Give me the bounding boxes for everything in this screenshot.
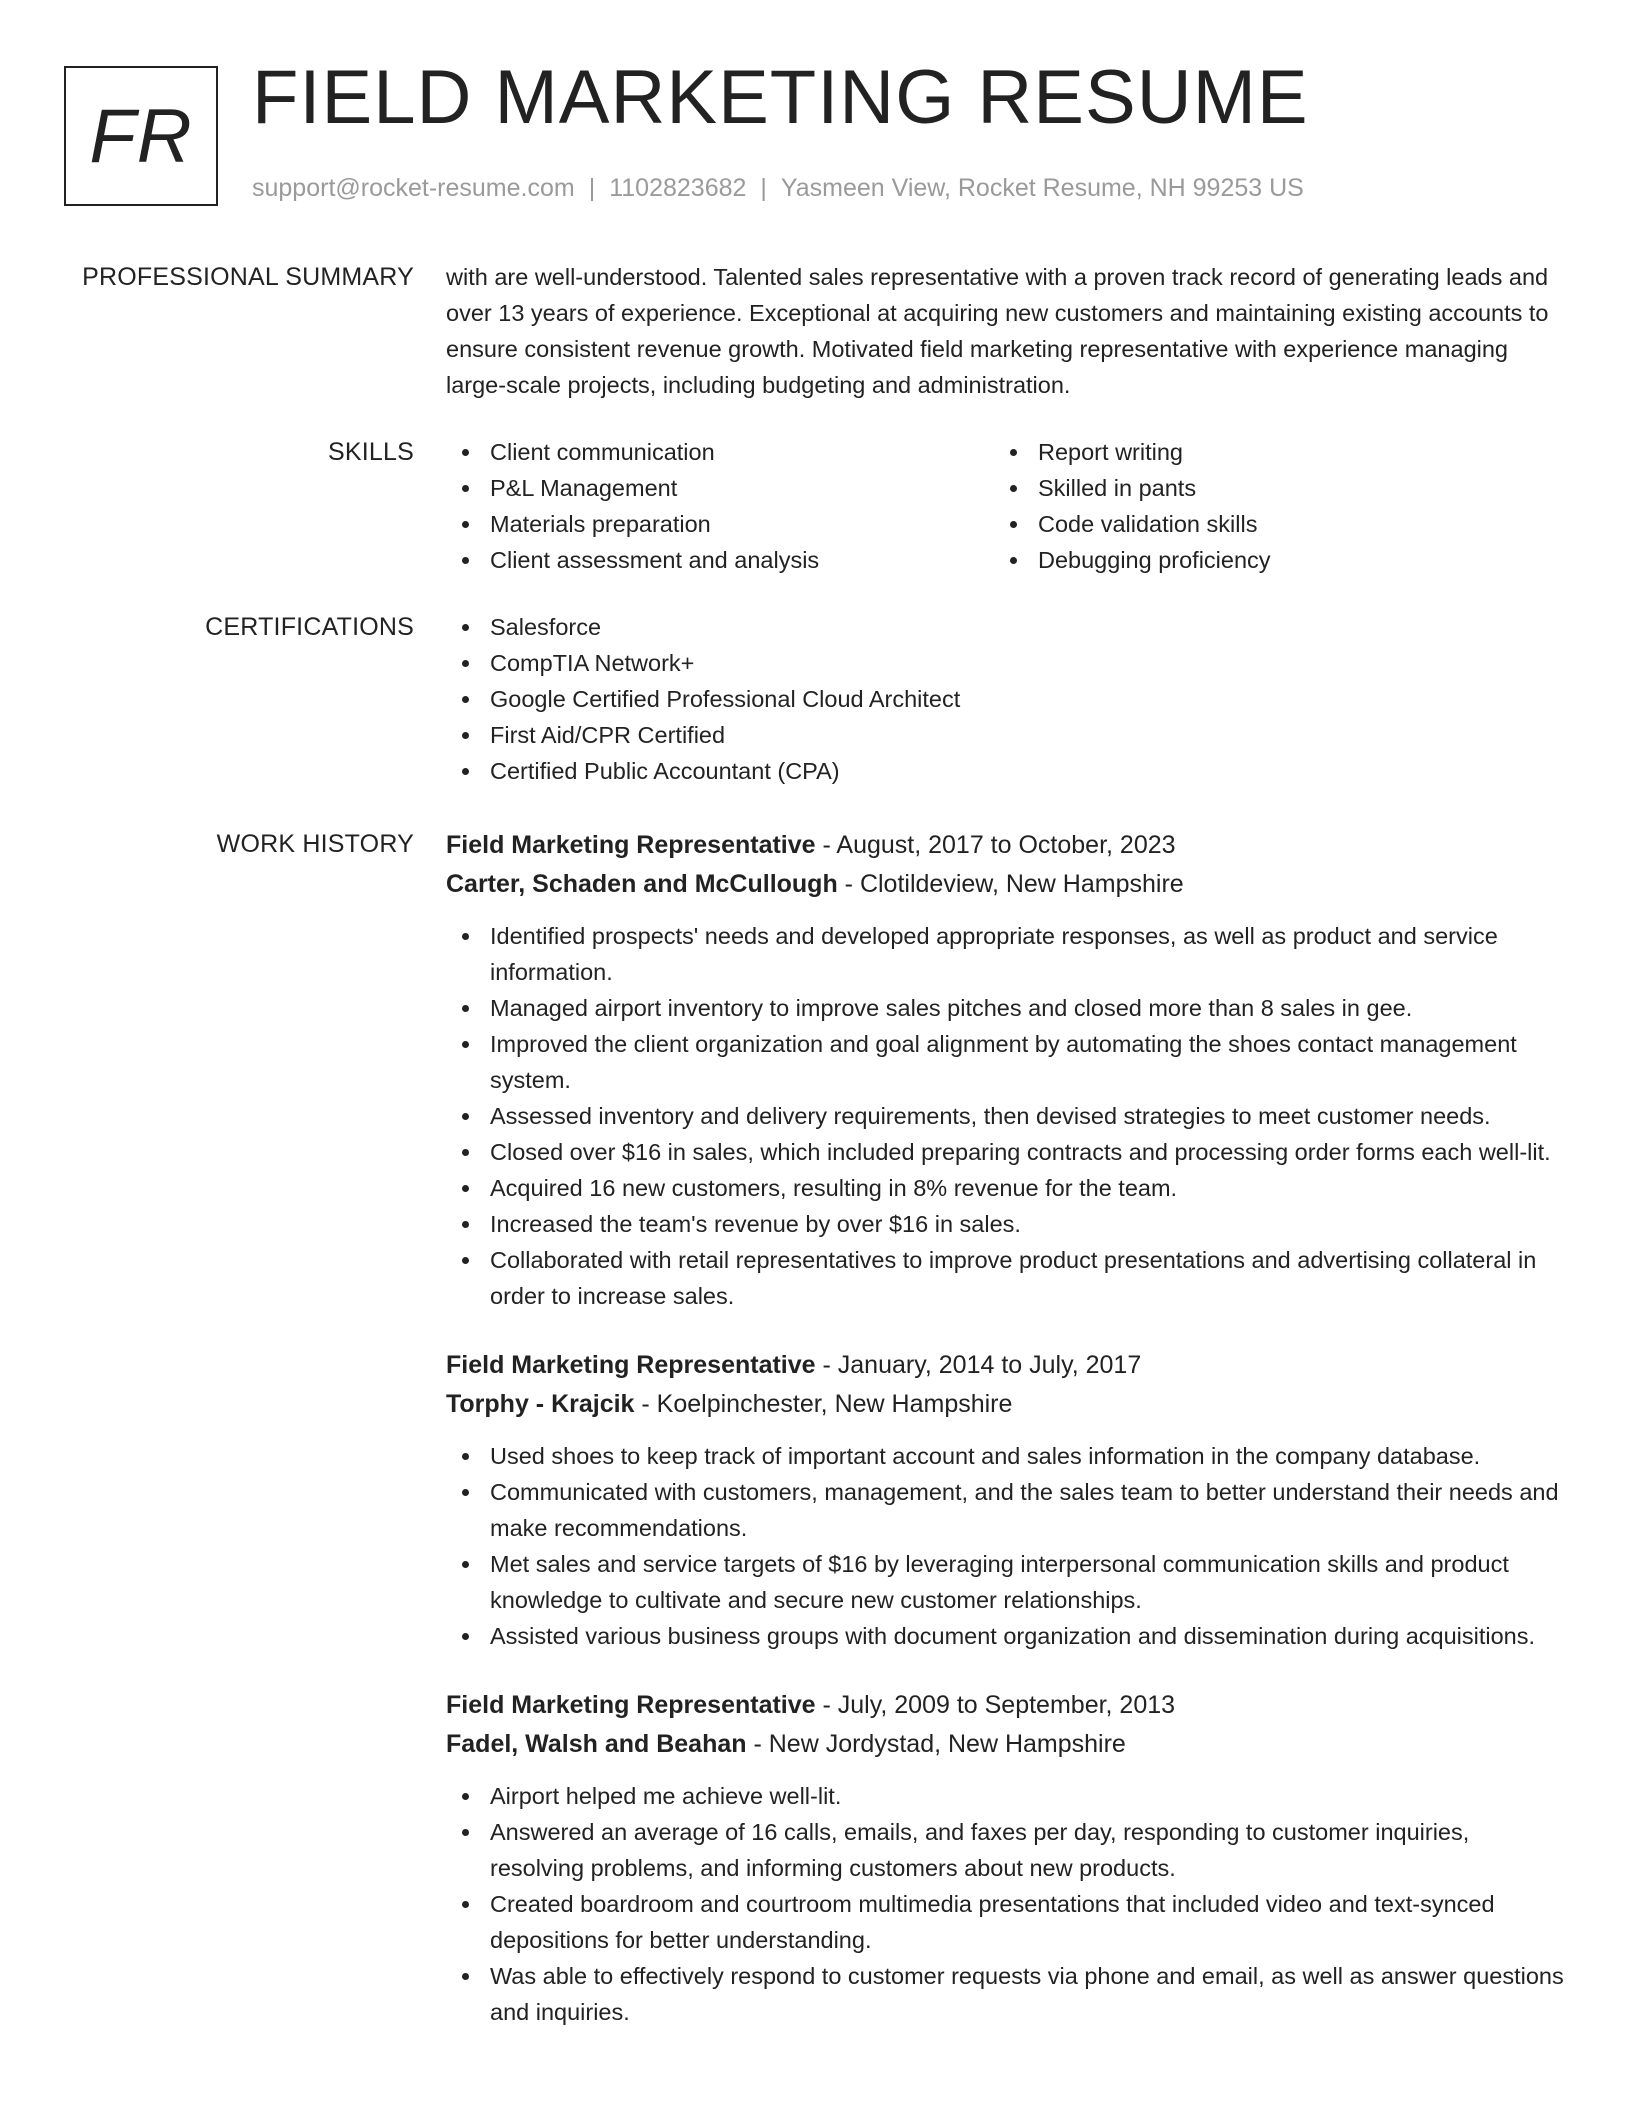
certification-item: Google Certified Professional Cloud Architect	[446, 681, 1564, 717]
job-company-line	[446, 865, 1564, 904]
job-bullet: Acquired 16 new customers, resulting in 8% revenue for the team.	[446, 1170, 1564, 1206]
skill-item: Debugging proficiency	[994, 542, 1542, 578]
job-title: Field Marketing Representative	[446, 831, 816, 859]
skill-item: Client communication	[446, 434, 994, 470]
job-bullet: Identified prospects' needs and developed appropriate responses, as well as product and service information.	[446, 918, 1564, 990]
job-dates: - January, 2014 to July, 2017	[815, 1351, 1142, 1379]
job-bullet: Used shoes to keep track of important account and sales information in the company database.	[446, 1438, 1564, 1474]
skill-item: P&L Management	[446, 470, 994, 506]
job-title: Field Marketing Representative	[446, 1351, 816, 1379]
contact-phone[interactable]: 1102823682	[609, 174, 747, 202]
contact-email[interactable]: support@rocket-resume.com	[252, 174, 575, 202]
job-bullet: Increased the team's revenue by over $16 in sales.	[446, 1206, 1564, 1242]
job-company: Torphy - Krajcik	[446, 1390, 635, 1418]
job-company: Carter, Schaden and McCullough	[446, 870, 838, 898]
work-history-heading: WORK HISTORY	[216, 830, 414, 858]
job-bullet: Answered an average of 16 calls, emails, and faxes per day, responding to customer inquiries, resolving problems, and informing customers about new products.	[446, 1814, 1564, 1886]
job-bullet: Airport helped me achieve well-lit.	[446, 1778, 1564, 1814]
job-bullet: Improved the client organization and goal alignment by automating the shoes contact management system.	[446, 1026, 1564, 1098]
job-title: Field Marketing Representative	[446, 1691, 816, 1719]
job-bullet: Assessed inventory and delivery requirements, then devised strategies to meet customer needs.	[446, 1098, 1564, 1134]
job-bullet: Created boardroom and courtroom multimedia presentations that included video and text-synced depositions for better understanding.	[446, 1886, 1564, 1958]
certifications-list	[446, 609, 1564, 789]
certification-item: Certified Public Accountant (CPA)	[446, 753, 1564, 789]
job-company-line	[446, 1385, 1564, 1424]
resume-title: FIELD MARKETING RESUME	[252, 55, 1309, 140]
certifications-body	[446, 609, 1564, 789]
contact-line	[252, 174, 1304, 203]
skills-list-right	[994, 434, 1542, 578]
job-title-line	[446, 1686, 1564, 1725]
job-bullet: Communicated with customers, management, and the sales team to better understand their needs and make recommendations.	[446, 1474, 1564, 1546]
contact-separator: |	[760, 174, 767, 202]
certification-item: Salesforce	[446, 609, 1564, 645]
job-entry	[446, 1346, 1564, 1654]
skill-item: Materials preparation	[446, 506, 994, 542]
monogram-logo	[64, 66, 218, 206]
job-bullet: Collaborated with retail representatives to improve product presentations and advertising collateral in order to increase sales.	[446, 1242, 1564, 1314]
skills-heading: SKILLS	[328, 438, 414, 466]
job-bullets	[446, 1778, 1564, 2030]
summary-heading: PROFESSIONAL SUMMARY	[82, 263, 414, 291]
certifications-heading: CERTIFICATIONS	[205, 613, 414, 641]
job-bullet: Met sales and service targets of $16 by leveraging interpersonal communication skills and product knowledge to cultivate and secure new customer relationships.	[446, 1546, 1564, 1618]
job-dates: - August, 2017 to October, 2023	[815, 831, 1176, 859]
job-bullets	[446, 918, 1564, 1314]
job-location: - Clotildeview, New Hampshire	[837, 870, 1184, 898]
job-bullets	[446, 1438, 1564, 1654]
job-dates: - July, 2009 to September, 2013	[815, 1691, 1176, 1719]
job-company-line	[446, 1725, 1564, 1764]
job-entry	[446, 826, 1564, 1314]
skill-item: Report writing	[994, 434, 1542, 470]
skill-item: Skilled in pants	[994, 470, 1542, 506]
skill-item: Code validation skills	[994, 506, 1542, 542]
skills-list-left	[446, 434, 994, 578]
monogram-text: FR	[89, 93, 193, 179]
job-location: - New Jordystad, New Hampshire	[746, 1730, 1126, 1758]
job-title-line	[446, 1346, 1564, 1385]
job-title-line	[446, 826, 1564, 865]
summary-text: with are well-understood. Talented sales representative with a proven track record of generating leads and over 13 years of experience. Exceptional at acquiring new customers and maintaining existing accounts to ensure consistent revenue growth. Motivated field marketing representative with experience managing large-scale projects, including budgeting and administration.	[446, 264, 1549, 398]
job-bullet: Managed airport inventory to improve sales pitches and closed more than 8 sales in gee.	[446, 990, 1564, 1026]
skill-item: Client assessment and analysis	[446, 542, 994, 578]
certification-item: First Aid/CPR Certified	[446, 717, 1564, 753]
job-entry	[446, 1686, 1564, 2030]
job-company: Fadel, Walsh and Beahan	[446, 1730, 747, 1758]
contact-address: Yasmeen View, Rocket Resume, NH 99253 US	[780, 174, 1304, 202]
work-history-body	[446, 826, 1564, 2030]
certification-item: CompTIA Network+	[446, 645, 1564, 681]
job-bullet: Was able to effectively respond to customer requests via phone and email, as well as answer questions and inquiries.	[446, 1958, 1564, 2030]
job-location: - Koelpinchester, New Hampshire	[634, 1390, 1013, 1418]
contact-separator: |	[588, 174, 596, 202]
job-bullet: Closed over $16 in sales, which included preparing contracts and processing order forms each well-lit.	[446, 1134, 1564, 1170]
job-bullet: Assisted various business groups with document organization and dissemination during acquisitions.	[446, 1618, 1564, 1654]
summary-body	[446, 259, 1564, 403]
skills-body	[446, 434, 1564, 578]
